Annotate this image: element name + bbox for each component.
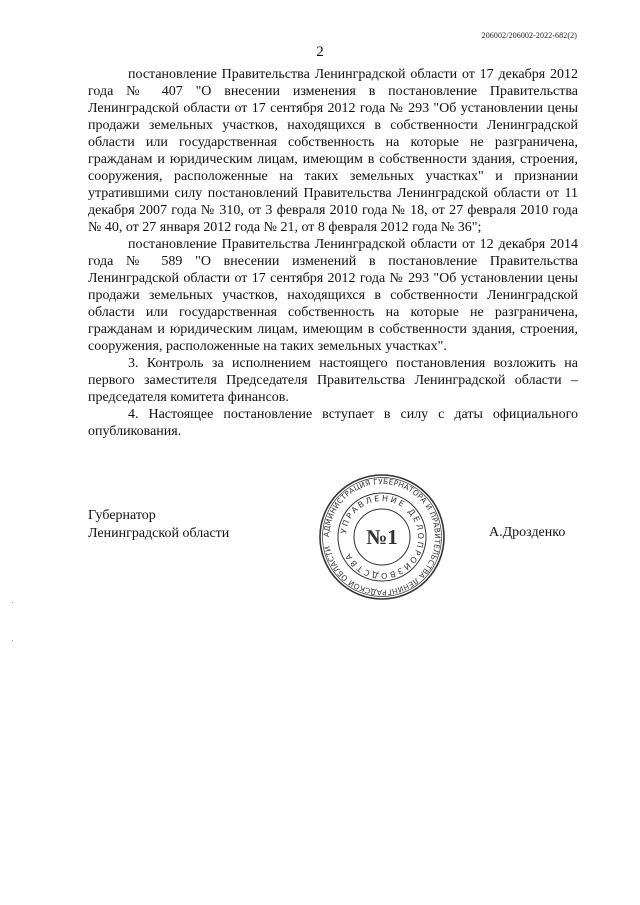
paragraph-decree-589: постановление Правительства Ленинградской области от 12 декабря 2014 года № 589 "О внесении изменений в постановление Правительства Ленинградской области от 17 сентября 2012 года № 293 "Об установлении цены продажи земельных участков, находящихся в собственности Ленинградской области или государственная собственность на которые не разграничена, гражданам и юридическим лицам, имеющим в собственности здания, строения, сооружения, расположенные на таких земельных участках".	[88, 237, 578, 354]
paragraph-decree-407: постановление Правительства Ленинградской области от 17 декабря 2012 года № 407 "О внесении изменения в постановление Правительства Ленинградской области от 17 сентября 2012 года № 293 "Об установлении цены продажи земельных участков, находящихся в собственности Ленинградской области или государственная собственность на которые не разграничена, гражданам и юридическим лицам, имеющим в собственности здания, строения, сооружения, расположенные на таких земельных участках" и признании утратившими силу постановлений Правительства Ленинградской области от 11 декабря 2007 года № 310, от 3 февраля 2010 года № 18, от 27 февраля 2010 года № 40, от 27 января 2012 года № 21, от 8 февраля 2012 года № 36";	[88, 67, 578, 235]
paragraph-item-4: 4. Настоящее постановление вступает в силу с даты официального опубликования.	[88, 407, 578, 439]
official-seal	[318, 473, 446, 601]
seal-outer-text: АДМИНИСТРАЦИЯ ГУБЕРНАТОРА И ПРАВИТЕЛЬСТВА ЛЕНИНГРАДСКОЙ ОБЛАСТИ	[321, 476, 443, 598]
signatory-region: Ленинградской области	[88, 526, 230, 541]
seal-inner-text: УПРАВЛЕНИЕ ДЕЛОПРОИЗВОДСТВА	[339, 493, 426, 581]
signatory-name: А.Дрозденко	[489, 525, 566, 540]
document-body	[88, 66, 578, 440]
document-code: 206002/206002-2022-682(2)	[481, 31, 577, 40]
paragraph-item-3: 3. Контроль за исполнением настоящего постановления возложить на первого заместителя Председателя Правительства Ленинградской области – председателя комитета финансов.	[88, 356, 578, 405]
signatory-title	[88, 507, 229, 543]
signatory-position: Губернатор	[88, 508, 156, 523]
page-number: 2	[316, 44, 324, 60]
seal-number: №1	[366, 525, 398, 549]
scan-artifact	[12, 602, 13, 603]
scan-artifact	[12, 640, 13, 641]
